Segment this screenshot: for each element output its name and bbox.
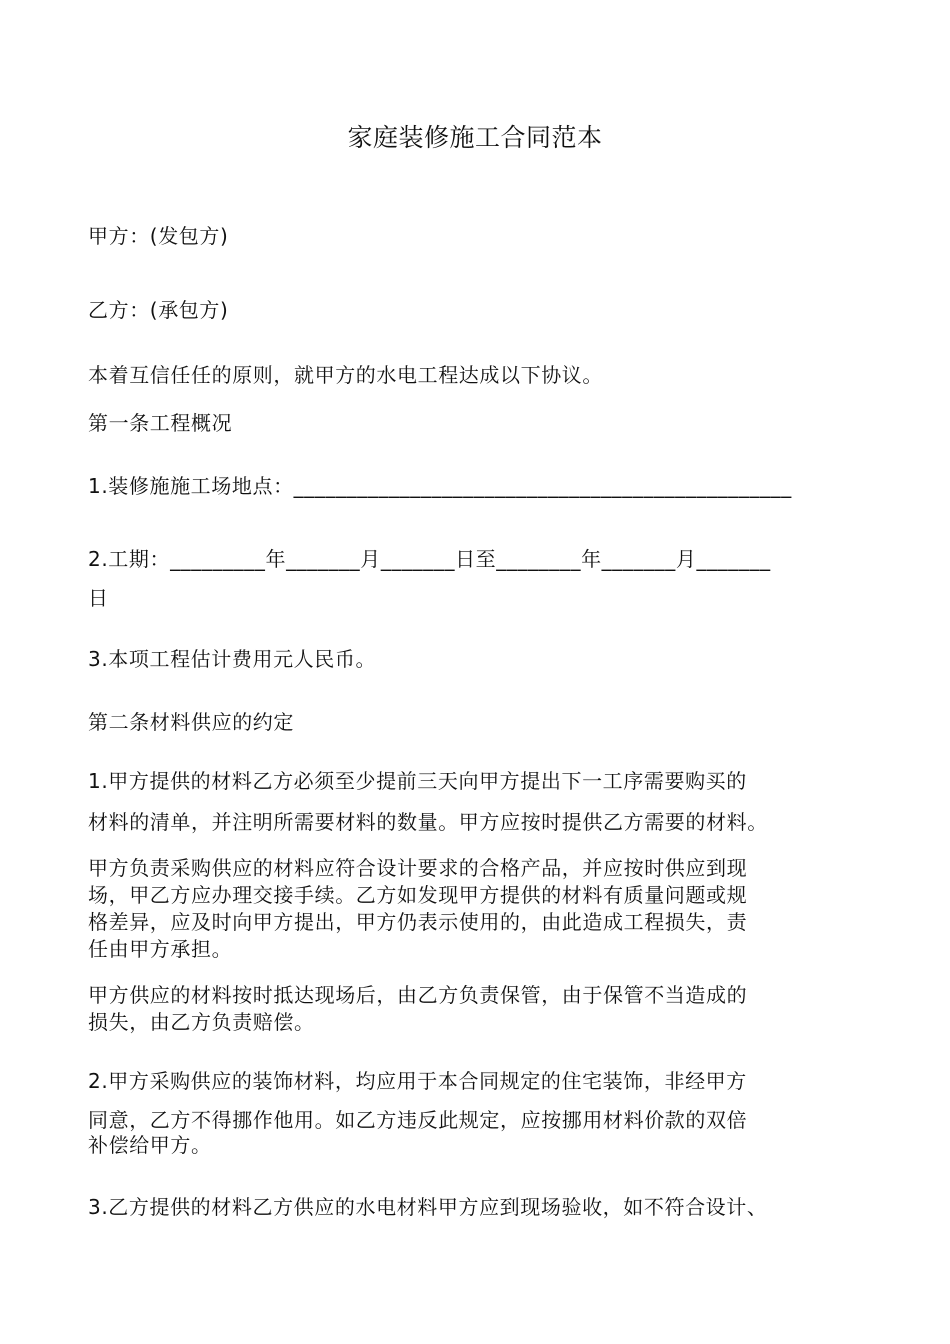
article-1-item-3: 3.本项工程估计费用元人民币。 bbox=[88, 647, 377, 671]
article-2-item-1-line-1: 1.甲方提供的材料乙方必须至少提前三天向甲方提出下一工序需要购买的 bbox=[88, 769, 747, 793]
article-2-para-a-line-4: 任由甲方承担。 bbox=[88, 937, 233, 961]
article-2-item-2-line-1: 2.甲方采购供应的装饰材料，均应用于本合同规定的住宅装饰，非经甲方 bbox=[88, 1069, 747, 1093]
article-2-item-2-line-2: 同意，乙方不得挪作他用。如乙方违反此规定，应按挪用材料价款的双倍 bbox=[88, 1108, 748, 1132]
article-2-item-2-line-3: 补偿给甲方。 bbox=[88, 1133, 212, 1157]
article-1-heading: 第一条工程概况 bbox=[88, 411, 233, 435]
article-1-item-2-line-2: 日 bbox=[88, 586, 109, 610]
party-a-line: 甲方：(发包方) bbox=[88, 224, 229, 248]
article-2-para-b-line-2: 损失，由乙方负责赔偿。 bbox=[88, 1010, 315, 1034]
party-b-line: 乙方：(承包方) bbox=[88, 298, 229, 322]
article-2-item-1-line-2: 材料的清单，并注明所需要材料的数量。甲方应按时提供乙方需要的材料。 bbox=[88, 810, 768, 834]
article-2-heading: 第二条材料供应的约定 bbox=[88, 710, 294, 734]
article-2-item-3-line-1: 3.乙方提供的材料乙方供应的水电材料甲方应到现场验收，如不符合设计、 bbox=[88, 1195, 768, 1219]
article-1-item-2-line-1: 2.工期：_________年_______月_______日至________年_______月_______ bbox=[88, 547, 771, 571]
document-title: 家庭装修施工合同范本 bbox=[347, 123, 603, 152]
article-2-para-a-line-3: 格差异，应及时向甲方提出，甲方仍表示使用的，由此造成工程损失，责 bbox=[88, 910, 748, 934]
article-2-para-a-line-1: 甲方负责采购供应的材料应符合设计要求的合格产品，并应按时供应到现 bbox=[88, 856, 748, 880]
article-1-item-1: 1.装修施施工场地点：_______________________________________________ bbox=[88, 474, 792, 498]
article-2-para-a-line-2: 场，甲乙方应办理交接手续。乙方如发现甲方提供的材料有质量问题或规 bbox=[88, 883, 748, 907]
preamble-text: 本着互信任任的原则，就甲方的水电工程达成以下协议。 bbox=[88, 363, 603, 387]
article-2-para-b-line-1: 甲方供应的材料按时抵达现场后，由乙方负责保管，由于保管不当造成的 bbox=[88, 983, 748, 1007]
